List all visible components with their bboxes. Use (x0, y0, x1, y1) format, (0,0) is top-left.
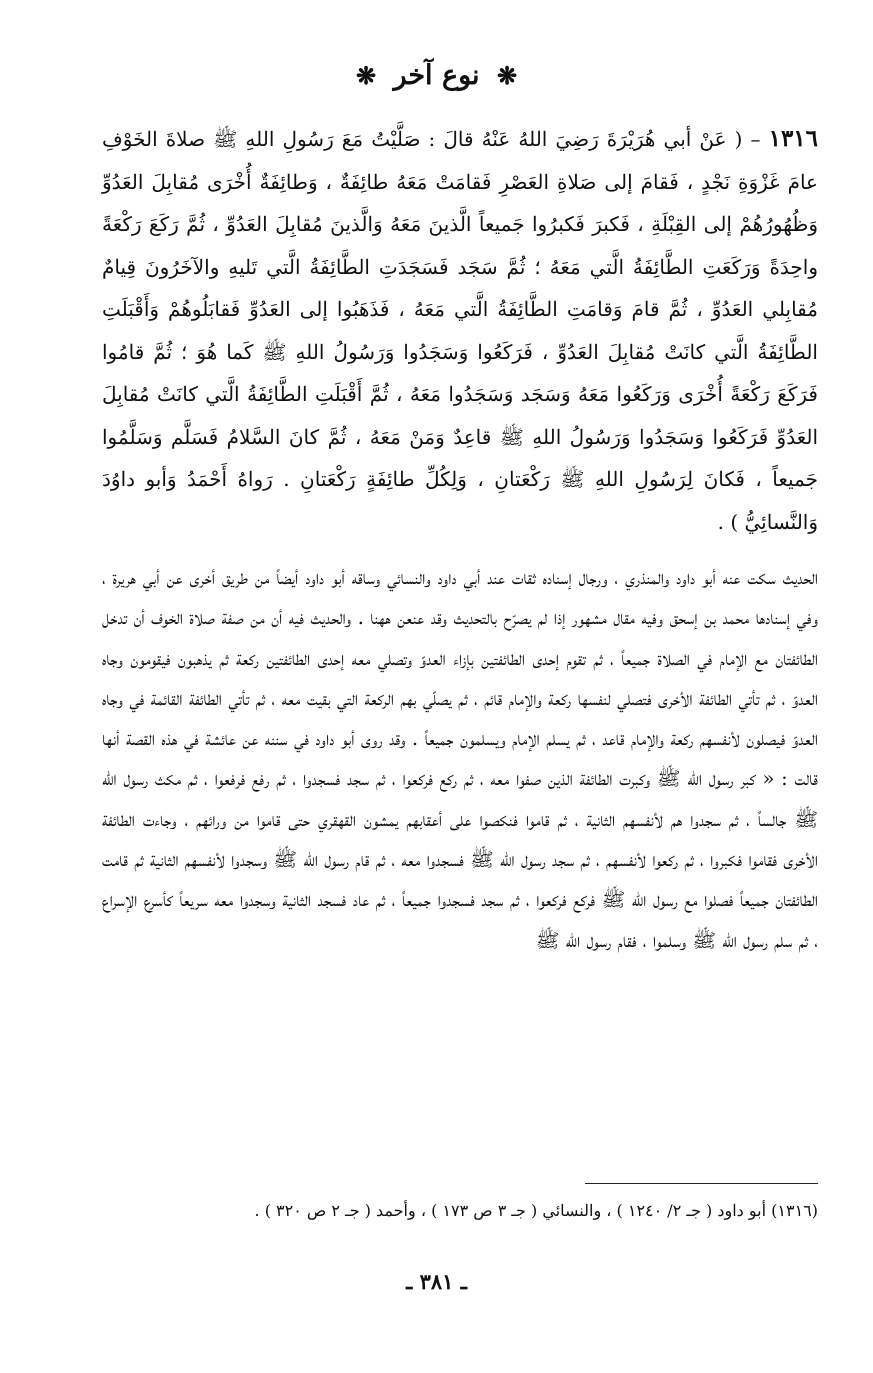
page-number: ـ ٣٨١ ـ (406, 1269, 467, 1294)
hadith-number: ١٣١٦ (768, 125, 819, 152)
commentary-paragraph: الحديث سكت عنه أبو داود والمنذري ، ورجال إسناده ثقات عند أبي داود والنسائي وساقه أبو داود أيضاً من طريق أخرى عن أبي هريرة ، وفي إسنادها محمد بن إسحق وفيه مقال مشهور إذا لم يصرّح بالتحديث وقد عنعن ههنا . والحديث فيه أن من صفة صلاة الخوف أن تدخل الطائفتان مع الإمام في الصلاة جميعاً ، ثم تقوم إحدى الطائفتين بإزاء العدوّ وتصلي معه إحدى الطائفتين ركعة ثم يذهبون فيقومون وجاه العدوّ ، ثم تأتي الطائفة الأخرى فتصلي لنفسها ركعة والإمام قائم ، ثم يصلّي بهم الركعة التي بقيت معه ، ثم تأتي الطائفة القائمة في وجاه العدوّ فيصلون لأنفسهم ركعة والإمام قاعد ، ثم يسلم الإمام ويسلمون جميعاً . وقد روى أبو داود في سننه عن عائشة في هذه القصة أنها قالت : « كبر رسول الله ﷺ وكبرت الطائفة الذين صفوا معه ، ثم ركع فركعوا ، ثم سجد فسجدوا ، ثم رفع فرفعوا ، ثم مكث رسول الله ﷺ جالساً ، ثم سجدوا هم لأنفسهم الثانية ، ثم قاموا فنكصوا على أعقابهم يمشون القهقري حتى قاموا من ورائهم ، وجاءت الطائفة الأخرى فقاموا فكبروا ، ثم ركعوا لأنفسهم ، ثم سجد رسول الله ﷺ فسجدوا معه ، ثم قام رسول الله ﷺ وسجدوا لأنفسهم الثانية ثم قامت الطائفتان جميعاً فصلوا مع رسول الله ﷺ فركع فركعوا ، ثم سجد فسجدوا جميعاً ، ثم عاد فسجد الثانية وسجدوا معه سريعاً كأسرع الإسراع ، ثم سلم رسول الله ﷺ وسلموا ، فقام رسول الله ﷺ (102, 566, 818, 952)
page-title: نوع آخر (393, 60, 480, 91)
hadith-body: ( عَنْ أبي هُرَيْرَةَ رَضِيَ اللهُ عَنْهُ قالَ : صَلَّيْتُ مَعَ رَسُولِ اللهِ ﷺ صلاةَ الخَوْفِ عامَ غَزْوَةِ نَجْدٍ ، فَقامَ إلى صَلاةِ العَصْرِ فَقامَتْ مَعَهُ طائِفَةٌ ، وَطائِفَةٌ أُخْرَى مُقابِلَ العَدُوِّ وَظُهُورُهُمْ إلى القِبْلَةِ ، فَكبرَ فَكبرُوا جَميعاً الَّذينَ مَعَهُ وَالَّذينَ مُقابِلَ العَدُوِّ ، ثُمَّ رَكَعَ رَكْعَةً واحِدَةً وَرَكَعَتِ الطَّائِفَةُ الَّتي مَعَهُ ؛ ثُمَّ سَجَد فَسَجَدَتِ الطَّائِفَةُ الَّتي تَليهِ والآخَرُونَ قِيامٌ مُقابِلي العَدُوِّ ، ثُمَّ قامَ وَقامَتِ الطَّائِفَةُ الَّتي مَعَهُ ، فَذَهَبُوا إلى العَدُوِّ فَقابَلُوهُمْ وَأَقْبَلَتِ الطَّائِفَةُ الَّتي كانَتْ مُقابِلَ العَدُوِّ ، فَرَكَعُوا وَسَجَدُوا وَرَسُولُ اللهِ ﷺ كَما هُوَ ؛ ثُمَّ قامُوا فَرَكَعَ رَكْعَةً أُخْرَى وَرَكَعُوا مَعَهُ وَسَجَد وَسَجَدُوا مَعَهُ ، ثُمَّ أَقْبَلَتِ الطَّائِفَةُ الَّتي كانَتْ مُقابِلَ العَدُوِّ فَرَكَعُوا وَسَجَدُوا وَرَسُولُ اللهِ ﷺ قاعِدٌ وَمَنْ مَعَهُ ، ثُمَّ كانَ السَّلامُ فَسَلَّم وَسَلَّمُوا جَميعاً ، فَكانَ لِرَسُولِ اللهِ ﷺ رَكْعَتانِ ، وَلِكُلِّ طائِفَةٍ رَكْعَتانِ . رَواهُ أَحْمَدُ وَأبو داوُدَ وَالنَّسائِيُّ ) . (102, 127, 818, 534)
ornament-star-icon: ❋ (496, 61, 518, 90)
hadith-text (102, 118, 818, 543)
section-heading (0, 54, 873, 98)
hadith-dash: – (750, 127, 761, 151)
ornament-star-icon: ❋ (355, 61, 377, 90)
footnote: (١٣١٦) أبو داود ( جـ ٢/ ١٢٤٠ ) ، والنسائي ( جـ ٣ ص ١٧٣ ) ، وأحمد ( جـ ٢ ص ٣٢٠ ) . (254, 1201, 818, 1220)
footnote-divider (585, 1183, 818, 1184)
